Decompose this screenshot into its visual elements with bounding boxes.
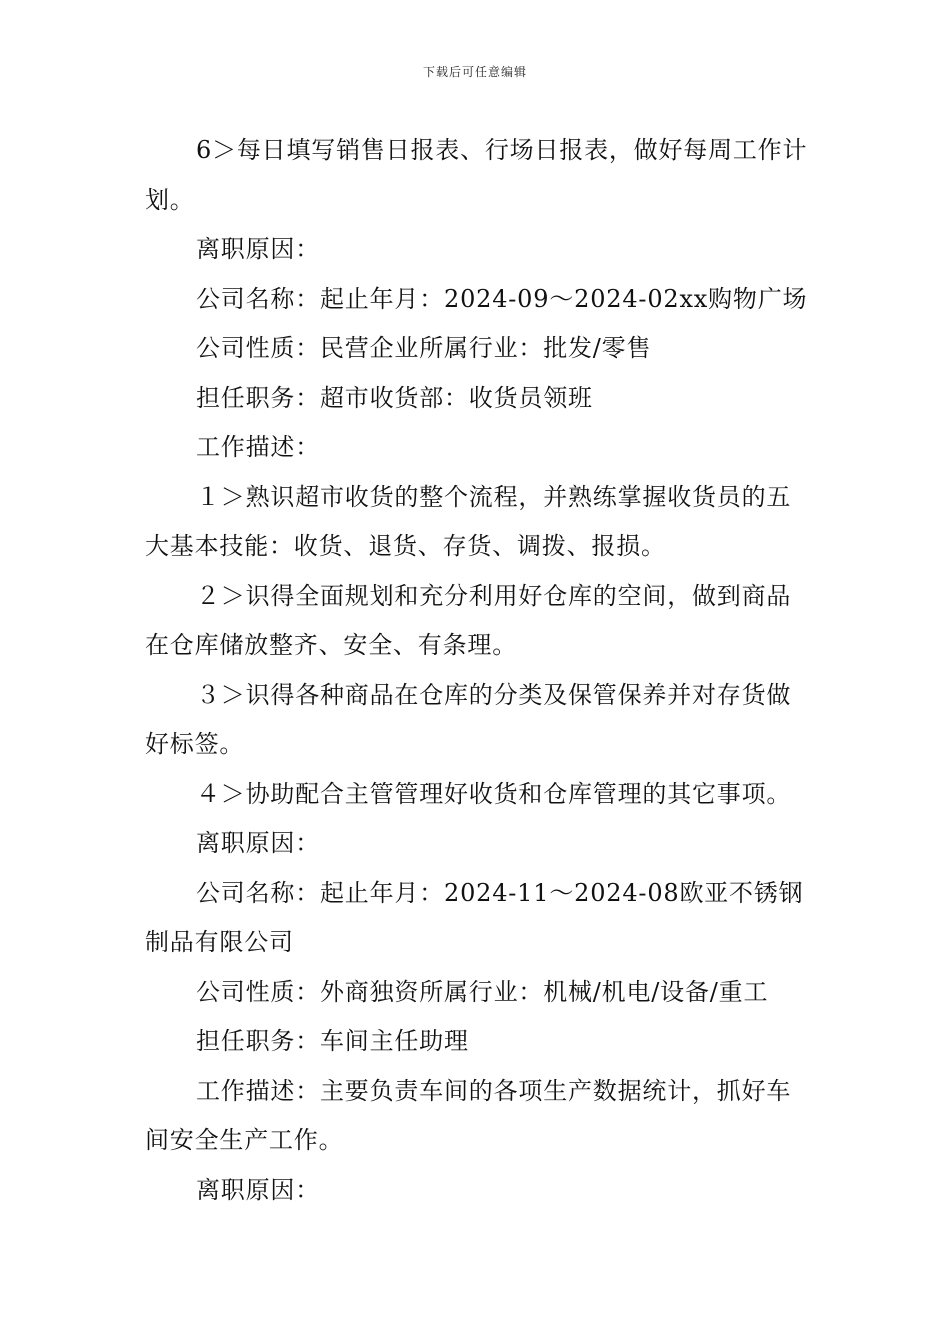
paragraph-work-item-6: 6＞每日填写销售日报表、行场日报表，做好每周工作计划。 — [145, 136, 808, 214]
paragraph-leave-reason-1: 离职原因： — [196, 235, 320, 263]
paragraph-duty-1: １＞熟识超市收货的整个流程，并熟练掌握收货员的五大基本技能：收货、退货、存货、调拨、报损。 — [145, 482, 792, 560]
paragraph-company-type-1: 公司性质：民营企业所属行业：批发/零售 — [196, 334, 652, 362]
paragraph-company-name-1: 公司名称：起止年月：2024-09～2024-02xx购物广场 — [196, 284, 808, 313]
document-body — [145, 126, 810, 1215]
paragraph-company-type-2: 公司性质：外商独资所属行业：机械/机电/设备/重工 — [196, 977, 769, 1006]
paragraph-work-description-2: 工作描述：主要负责车间的各项生产数据统计，抓好车间安全生产工作。 — [145, 1076, 792, 1154]
paragraph-work-description-label: 工作描述： — [196, 433, 320, 461]
paragraph-position-1: 担任职务：超市收货部：收货员领班 — [196, 383, 593, 412]
paragraph-position-2: 担任职务：车间主任助理 — [196, 1027, 469, 1055]
paragraph-duty-4: ４＞协助配合主管管理好收货和仓库管理的其它事项。 — [196, 779, 792, 808]
paragraph-leave-reason-3: 离职原因： — [196, 1175, 320, 1204]
paragraph-duty-3: ３＞识得各种商品在仓库的分类及保管保养并对存货做好标签。 — [145, 680, 792, 758]
paragraph-leave-reason-2: 离职原因： — [196, 829, 320, 857]
paragraph-company-name-2: 公司名称：起止年月：2024-11～2024-08欧亚不锈钢制品有限公司 — [145, 878, 804, 956]
page-header: 下载后可任意编辑 — [422, 65, 527, 79]
paragraph-duty-2: ２＞识得全面规划和充分利用好仓库的空间，做到商品在仓库储放整齐、安全、有条理。 — [145, 581, 792, 659]
